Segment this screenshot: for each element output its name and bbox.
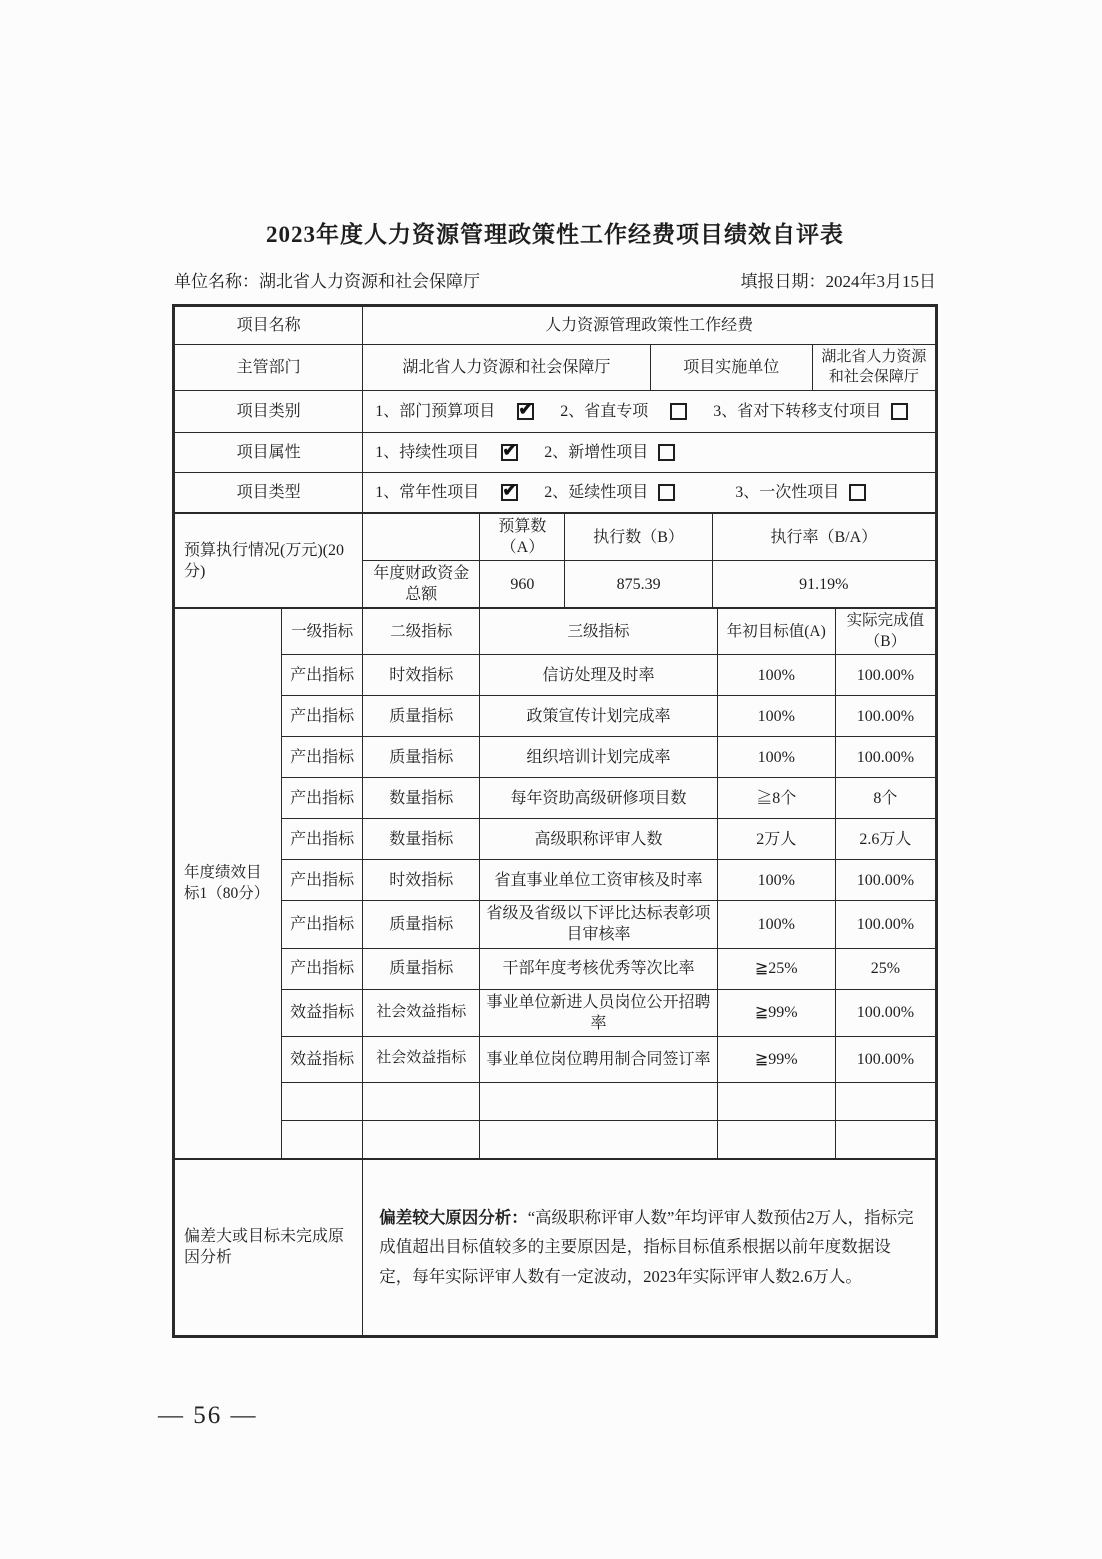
unit-value: 湖北省人力资源和社会保障厅 [259, 272, 480, 291]
self-evaluation-form [172, 216, 938, 1338]
indicator-level2: 质量指标 [363, 696, 480, 737]
indicator-level2: 时效指标 [363, 860, 480, 901]
option-label: 3、省对下转移支付项目 [713, 402, 882, 420]
basic-info-table [174, 306, 936, 513]
indicator-level3: 干部年度考核优秀等次比率 [480, 948, 717, 989]
indicator-level1: 产出指标 [282, 819, 363, 860]
date-value: 2024年3月15日 [825, 272, 936, 291]
option-label: 2、新增性项目 [544, 443, 649, 461]
budget-value-b: 875.39 [565, 561, 712, 608]
indicator-actual: 100.00% [835, 696, 935, 737]
indicator-target: 100% [717, 696, 835, 737]
indicator-level1: 效益指标 [282, 989, 363, 1036]
category-label: 项目类别 [175, 391, 363, 433]
indicator-level3: 高级职称评审人数 [480, 819, 717, 860]
indicator-target: 100% [717, 655, 835, 696]
col-header-level2: 二级指标 [363, 609, 480, 655]
indicator-level3: 政策宣传计划完成率 [480, 696, 717, 737]
report-date [741, 267, 937, 292]
indicator-level1: 产出指标 [282, 737, 363, 778]
type-options-cell [363, 473, 936, 513]
indicator-level3: 组织培训计划完成率 [480, 737, 717, 778]
indicator-actual [835, 1120, 935, 1158]
table-row [175, 514, 936, 561]
indicator-level2 [363, 1120, 480, 1158]
indicator-target: ≧25% [717, 948, 835, 989]
indicator-actual: 8个 [835, 778, 935, 819]
indicator-level2: 质量指标 [363, 901, 480, 948]
option-item [544, 482, 675, 503]
deviation-bold-prefix: 偏差较大原因分析： [379, 1207, 528, 1227]
indicators-table [174, 608, 936, 1158]
table-row [175, 307, 936, 345]
impl-unit-value: 湖北省人力资源和社会保障厅 [812, 345, 935, 391]
indicator-level1: 产出指标 [282, 696, 363, 737]
indicator-level2: 数量指标 [363, 778, 480, 819]
indicator-target: 100% [717, 737, 835, 778]
option-label: 1、持续性项目 [375, 443, 480, 461]
indicator-level1 [282, 1082, 363, 1120]
evaluation-table [172, 304, 938, 1338]
deviation-label: 偏差大或目标未完成原因分析 [175, 1159, 363, 1335]
option-item [735, 482, 866, 503]
indicator-row [175, 819, 936, 860]
budget-execution-table [174, 513, 936, 608]
budget-col-rate-header: 执行率（B/A） [712, 514, 935, 561]
date-label: 填报日期： [740, 272, 826, 291]
category-options [367, 401, 931, 422]
col-header-level3: 三级指标 [480, 609, 717, 655]
table-row [175, 433, 936, 473]
indicator-actual: 2.6万人 [835, 819, 935, 860]
indicator-level3: 省直事业单位工资审核及时率 [480, 860, 717, 901]
indicator-row [175, 901, 936, 948]
indicator-target [717, 1082, 835, 1120]
indicator-target: ≧8个 [717, 778, 835, 819]
indicator-level3: 省级及省级以下评比达标表彰项目审核率 [480, 901, 717, 948]
deviation-text: “高级职称评审人数”年均评审人数预估2万人，指标完成值超出目标值较多的主要原因是，指标目标值系根据以前年度数据设定，每年实际评审人数有一定波动，2023年实际评审人数2.6万人。 [379, 1207, 914, 1287]
attribute-options [367, 442, 931, 463]
checkbox-icon [891, 403, 908, 420]
indicator-actual: 100.00% [835, 655, 935, 696]
indicator-row [175, 696, 936, 737]
checkbox-icon [849, 484, 866, 501]
checkbox-icon [658, 444, 675, 461]
indicator-row [175, 948, 936, 989]
indicator-level1: 产出指标 [282, 860, 363, 901]
type-options [367, 482, 931, 503]
budget-value-a: 960 [480, 561, 565, 608]
table-row [175, 473, 936, 513]
col-header-level1: 一级指标 [282, 609, 363, 655]
budget-value-rate: 91.19% [712, 561, 935, 608]
indicator-row [175, 655, 936, 696]
indicator-row [175, 778, 936, 819]
indicator-target: 2万人 [717, 819, 835, 860]
indicator-actual: 25% [835, 948, 935, 989]
indicator-level3 [480, 1120, 717, 1158]
attribute-label: 项目属性 [175, 433, 363, 473]
indicator-row-empty [175, 1120, 936, 1158]
option-label: 3、一次性项目 [735, 483, 840, 501]
col-header-actual: 实际完成值（B） [835, 609, 935, 655]
budget-col-b-header: 执行数（B） [565, 514, 712, 561]
indicators-section-label: 年度绩效目标1（80分） [175, 609, 282, 1158]
indicator-row-empty [175, 1082, 936, 1120]
option-item [375, 401, 534, 422]
type-label: 项目类型 [175, 473, 363, 513]
table-row [175, 391, 936, 433]
budget-row-label: 年度财政资金总额 [363, 561, 480, 608]
indicator-actual: 100.00% [835, 989, 935, 1036]
deviation-analysis [363, 1159, 936, 1335]
option-label: 2、省直专项 [560, 402, 649, 420]
indicator-row [175, 989, 936, 1036]
indicator-actual: 100.00% [835, 1036, 935, 1082]
indicator-actual [835, 1082, 935, 1120]
checkbox-icon [670, 403, 687, 420]
attribute-options-cell [363, 433, 936, 473]
indicator-level1: 效益指标 [282, 1036, 363, 1082]
form-meta-line [174, 267, 936, 292]
budget-blank-cell [363, 514, 480, 561]
indicator-level3: 每年资助高级研修项目数 [480, 778, 717, 819]
indicator-actual: 100.00% [835, 737, 935, 778]
page-number: — 56 — [158, 1402, 258, 1429]
option-item [375, 442, 518, 463]
option-item [560, 401, 687, 422]
dept-label: 主管部门 [175, 345, 363, 391]
checkbox-icon [658, 484, 675, 501]
col-header-target: 年初目标值(A) [717, 609, 835, 655]
table-row [175, 345, 936, 391]
indicator-level2: 社会效益指标 [363, 1036, 480, 1082]
indicator-level3 [480, 1082, 717, 1120]
option-item [544, 442, 675, 463]
indicator-level2: 质量指标 [363, 737, 480, 778]
checkbox-icon [501, 484, 518, 501]
indicator-target: ≧99% [717, 989, 835, 1036]
indicator-target [717, 1120, 835, 1158]
indicator-level3: 事业单位新进人员岗位公开招聘率 [480, 989, 717, 1036]
impl-unit-label: 项目实施单位 [650, 345, 812, 391]
indicator-row [175, 737, 936, 778]
unit-label: 单位名称： [174, 272, 259, 291]
option-label: 2、延续性项目 [544, 483, 649, 501]
indicator-target: 100% [717, 860, 835, 901]
dept-value: 湖北省人力资源和社会保障厅 [363, 345, 650, 391]
budget-section-label: 预算执行情况(万元)(20分) [175, 514, 363, 608]
deviation-table [174, 1159, 936, 1336]
indicator-target: ≧99% [717, 1036, 835, 1082]
indicators-header-row [175, 609, 936, 655]
budget-col-a-header: 预算数（A） [480, 514, 565, 561]
indicator-level3: 事业单位岗位聘用制合同签订率 [480, 1036, 717, 1082]
unit-name [174, 267, 480, 292]
indicator-level1: 产出指标 [282, 778, 363, 819]
option-label: 1、常年性项目 [375, 483, 480, 501]
indicator-actual: 100.00% [835, 860, 935, 901]
checkbox-icon [501, 444, 518, 461]
indicator-level1: 产出指标 [282, 901, 363, 948]
project-name-value: 人力资源管理政策性工作经费 [363, 307, 936, 345]
indicator-level1: 产出指标 [282, 655, 363, 696]
indicator-level2: 数量指标 [363, 819, 480, 860]
option-item [713, 401, 908, 422]
indicator-level1: 产出指标 [282, 948, 363, 989]
project-name-label: 项目名称 [175, 307, 363, 345]
indicator-level1 [282, 1120, 363, 1158]
indicator-row [175, 860, 936, 901]
indicator-level2 [363, 1082, 480, 1120]
table-row [175, 1159, 936, 1335]
indicator-level2: 时效指标 [363, 655, 480, 696]
indicator-target: 100% [717, 901, 835, 948]
indicator-level2: 质量指标 [363, 948, 480, 989]
indicator-actual: 100.00% [835, 901, 935, 948]
checkbox-icon [517, 403, 534, 420]
option-item [375, 482, 518, 503]
category-options-cell [363, 391, 936, 433]
indicator-row [175, 1036, 936, 1082]
indicator-level2: 社会效益指标 [363, 989, 480, 1036]
page-title: 2023年度人力资源管理政策性工作经费项目绩效自评表 [266, 222, 844, 247]
indicator-level3: 信访处理及时率 [480, 655, 717, 696]
option-label: 1、部门预算项目 [375, 402, 496, 420]
